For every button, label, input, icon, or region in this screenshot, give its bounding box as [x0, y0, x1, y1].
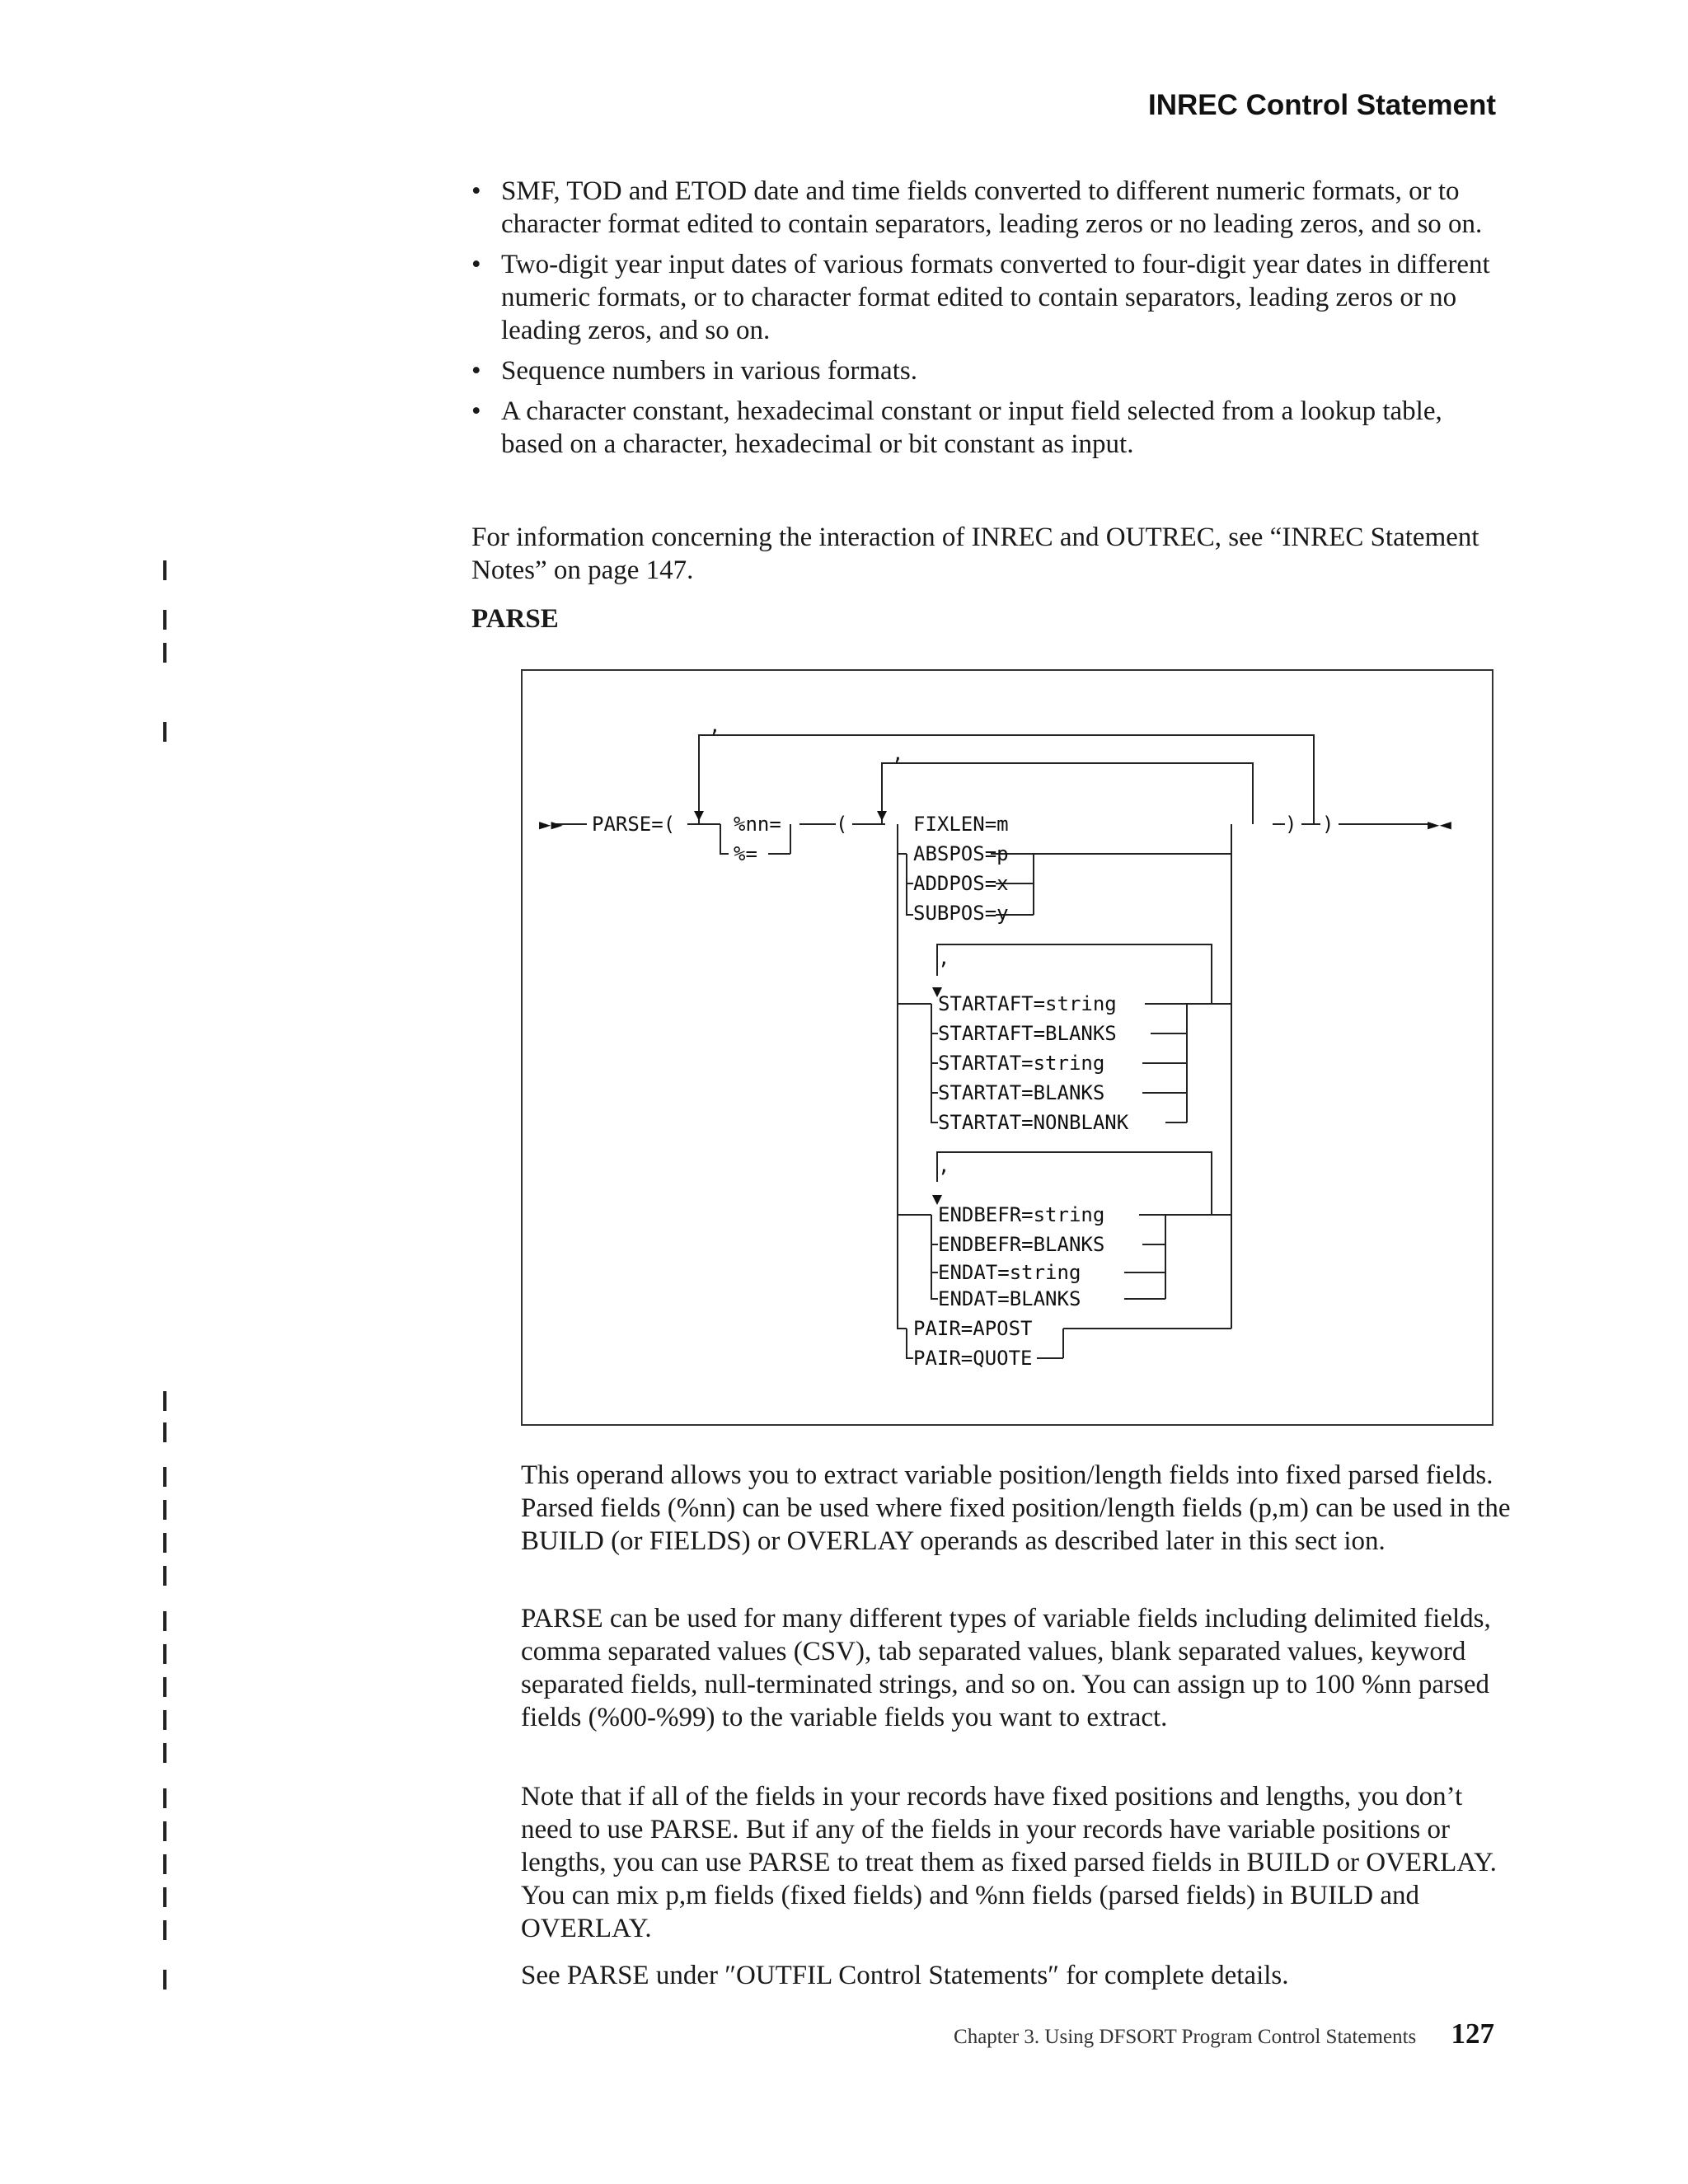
- diagram-endat-blanks: ENDAT=BLANKS: [938, 1287, 1081, 1310]
- diagram-pair-quote: PAIR=QUOTE: [913, 1347, 1033, 1370]
- bullet-item: [471, 354, 1502, 387]
- bullet-text: Two-digit year input dates of various formats converted to four-digit year dates in different numeric formats, or to character format edited to contain separators, leading zeros or no leading zeros, and so on.: [501, 250, 1490, 345]
- running-header-title: INREC Control Statement: [1148, 89, 1496, 121]
- bullet-text: SMF, TOD and ETOD date and time fields converted to different numeric formats, or to character format edited to contain separators, leading zeros or no leading zeros, and so on.: [501, 176, 1483, 239]
- bullet-symbol: •: [471, 356, 481, 386]
- change-bar: [163, 1920, 166, 1940]
- syntax-diagram-svg: [523, 671, 1495, 1427]
- parse-syntax-diagram: [521, 669, 1493, 1426]
- diagram-close-outer: ): [1322, 813, 1334, 836]
- body-paragraph: Note that if all of the fields in your records have fixed positions and lengths, you don’t need to use PARSE. But if any of the fields in your records have variable positions or lengths, you can use PARSE to treat them as fixed parsed fields in BUILD or OVERLAY. You can mix p,m fields (fixed fields) and %nn fields (parsed fields) in BUILD and OVERLAY.: [521, 1782, 1497, 1943]
- change-bar: [163, 1887, 166, 1907]
- change-bar: [163, 1422, 166, 1442]
- diagram-fixlen: FIXLEN=m: [913, 813, 1009, 836]
- bullet-item: [471, 248, 1502, 347]
- diagram-startaft-string: STARTAFT=string: [938, 992, 1117, 1015]
- footer-chapter-title: Chapter 3. Using DFSORT Program Control Statements: [954, 2026, 1417, 2048]
- change-bar: [163, 722, 166, 742]
- body-paragraph: This operand allows you to extract variable position/length fields into fixed parsed fields. Parsed fields (%nn) can be used where fixed position/length fields (p,m) can be used in the BUILD (or FIELDS) or OVERLAY operands as described later in this sect ion.: [521, 1460, 1511, 1556]
- bullet-item: [471, 175, 1502, 241]
- change-bar: [163, 1644, 166, 1664]
- diagram-endbefr-blanks: ENDBEFR=BLANKS: [938, 1233, 1105, 1256]
- change-bar: [163, 1970, 166, 1990]
- diagram-pct-nn: %nn=: [734, 813, 781, 836]
- section-heading-parse: PARSE: [471, 604, 559, 634]
- bullet-text: A character constant, hexadecimal constant or input field selected from a lookup table, based on a character, hexadecimal or bit constant as input.: [501, 396, 1442, 459]
- change-bar: [163, 1854, 166, 1874]
- diagram-comma: ,: [938, 946, 950, 969]
- diagram-subpos: SUBPOS=y: [913, 902, 1009, 925]
- change-bar: [163, 1500, 166, 1520]
- diagram-pair-apost: PAIR=APOST: [913, 1317, 1033, 1340]
- diagram-startat-nonblank: STARTAT=NONBLANK: [938, 1111, 1129, 1134]
- bullet-symbol: •: [471, 250, 481, 279]
- diagram-start-marker: ►►: [539, 813, 563, 836]
- change-bar: [163, 1677, 166, 1697]
- bullet-symbol: •: [471, 176, 481, 206]
- change-bar: [163, 610, 166, 630]
- diagram-pct: %=: [734, 842, 757, 865]
- diagram-close-inner: ): [1285, 813, 1297, 836]
- body-paragraph: See PARSE under ″OUTFIL Control Statements″ for complete details.: [521, 1961, 1289, 1990]
- page-footer: [954, 2018, 1494, 2050]
- diagram-endat-string: ENDAT=string: [938, 1261, 1081, 1284]
- change-bar: [163, 560, 166, 580]
- bullet-text: Sequence numbers in various formats.: [501, 356, 917, 386]
- change-bar: [163, 1710, 166, 1730]
- change-bar: [163, 643, 166, 663]
- diagram-endbefr-string: ENDBEFR=string: [938, 1203, 1105, 1226]
- diagram-comma: ,: [892, 742, 904, 765]
- info-paragraph: For information concerning the interaction of INREC and OUTREC, see “INREC Statement Notes” on page 147.: [471, 523, 1479, 585]
- diagram-startaft-blanks: STARTAFT=BLANKS: [938, 1022, 1117, 1045]
- change-bar: [163, 1391, 166, 1411]
- diagram-addpos: ADDPOS=x: [913, 872, 1009, 895]
- diagram-comma: ,: [709, 714, 721, 737]
- diagram-abspos: ABSPOS=p: [913, 842, 1009, 865]
- change-bar: [163, 1788, 166, 1808]
- page-number: 127: [1451, 2018, 1494, 2050]
- feature-bullet-list: [471, 175, 1502, 468]
- change-bar: [163, 1743, 166, 1763]
- diagram-paren-open: (: [836, 813, 848, 836]
- diagram-parse-keyword: PARSE=(: [592, 813, 676, 836]
- diagram-comma: ,: [938, 1154, 950, 1177]
- change-bar: [163, 1611, 166, 1631]
- diagram-end-marker: ►◄: [1428, 813, 1451, 836]
- bullet-symbol: •: [471, 396, 481, 426]
- change-bar: [163, 1467, 166, 1487]
- change-bar: [163, 1566, 166, 1586]
- change-bar: [163, 1533, 166, 1553]
- change-bar: [163, 1821, 166, 1841]
- diagram-startat-string: STARTAT=string: [938, 1052, 1105, 1075]
- bullet-item: [471, 395, 1502, 461]
- body-paragraph: PARSE can be used for many different types of variable fields including delimited fields, comma separated values (CSV), tab separated values, blank separated values, keyword separated fields, null-terminated strings, and so on. You can assign up to 100 %nn parsed fields (%00-%99) to the variable fields you want to extract.: [521, 1604, 1491, 1732]
- diagram-startat-blanks: STARTAT=BLANKS: [938, 1081, 1105, 1104]
